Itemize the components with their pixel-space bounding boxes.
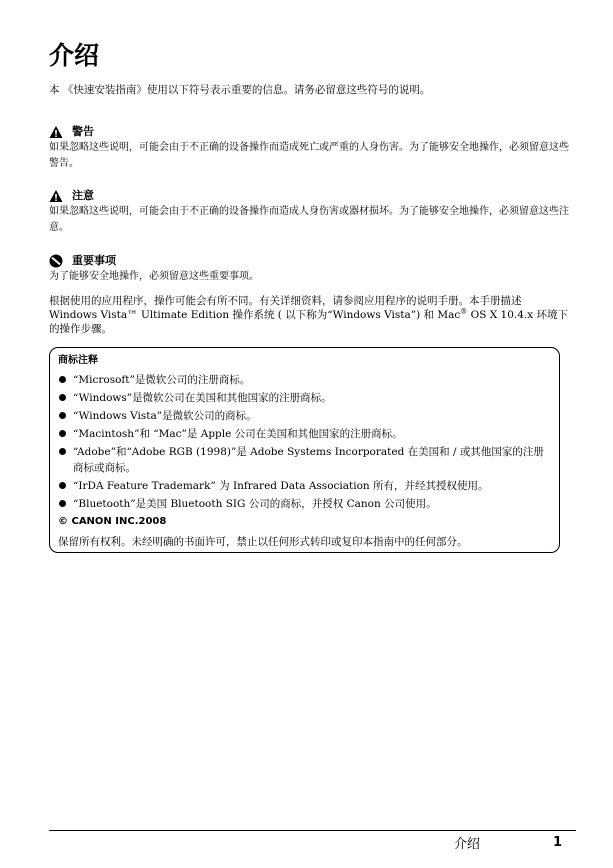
- bullet-icon: [59, 412, 66, 419]
- footer-divider: [49, 830, 576, 831]
- caution-body: 如果忽略这些说明，可能会由于不正确的设备操作而造成人身伤害或器材损坏。为了能够安全地操作，必须留意这些注意。: [49, 206, 569, 233]
- list-item: “Bluetooth”是美国 Bluetooth SIG 公司的商标，并授权 Canon 公司使用。: [58, 496, 549, 512]
- list-item: “Windows Vista”是微软公司的商标。: [58, 408, 549, 424]
- bullet-icon: [59, 482, 66, 489]
- caution-heading: 注意: [72, 189, 94, 202]
- important-notice: [49, 253, 569, 285]
- warning-triangle-icon: [49, 125, 63, 139]
- trademark-title: 商标注释: [58, 355, 98, 366]
- copyright-notice: © CANON INC.2008: [58, 516, 167, 527]
- list-item: “IrDA Feature Trademark” 为 Infrared Data Association 所有，并经其授权使用。: [58, 478, 549, 494]
- registered-mark: ®: [460, 307, 468, 316]
- warning-notice: [49, 124, 569, 172]
- important-heading: 重要事项: [72, 254, 116, 267]
- list-item: “Adobe”和“Adobe RGB (1998)”是 Adobe Systems Incorporated 在美国和 / 或其他国家的注册商标或商标。: [58, 444, 549, 476]
- prohibition-icon: [49, 254, 63, 268]
- caution-notice: [49, 188, 569, 236]
- page-number: 1: [553, 835, 563, 850]
- bullet-icon: [59, 430, 66, 437]
- list-item: “Macintosh”和 “Mac”是 Apple 公司在美国和其他国家的注册商标。: [58, 426, 549, 442]
- warning-body: 如果忽略这些说明，可能会由于不正确的设备操作而造成死亡或严重的人身伤害。为了能够安全地操作，必须留意这些警告。: [49, 142, 569, 169]
- page-title: 介绍: [49, 41, 100, 70]
- os-environment-paragraph: 根据使用的应用程序，操作可能会有所不同。有关详细资料，请参阅应用程序的说明手册。本手册描述 Windows Vista™ Ultimate Edition 操作系统 ( 以下称为“Windows Vista”) 和 Mac® OS X 10.4.x 环境下的操作步骤。: [49, 295, 569, 335]
- caution-triangle-icon: [49, 189, 63, 203]
- warning-heading: 警告: [72, 125, 94, 138]
- trademark-box: [49, 347, 560, 553]
- trademark-list: [58, 372, 549, 512]
- bullet-icon: [59, 448, 66, 455]
- bullet-icon: [59, 394, 66, 401]
- important-body: 为了能够安全地操作，必须留意这些重要事项。: [49, 271, 259, 282]
- intro-text: 本 《快速安装指南》使用以下符号表示重要的信息。请务必留意这些符号的说明。: [49, 84, 431, 96]
- bullet-icon: [59, 376, 66, 383]
- bullet-icon: [59, 500, 66, 507]
- footer-section-title: 介绍: [454, 837, 481, 852]
- rights-statement: 保留所有权利。未经明确的书面许可，禁止以任何形式转印或复印本指南中的任何部分。: [58, 536, 468, 548]
- list-item: “Microsoft”是微软公司的注册商标。: [58, 372, 549, 388]
- list-item: “Windows”是微软公司在美国和其他国家的注册商标。: [58, 390, 549, 406]
